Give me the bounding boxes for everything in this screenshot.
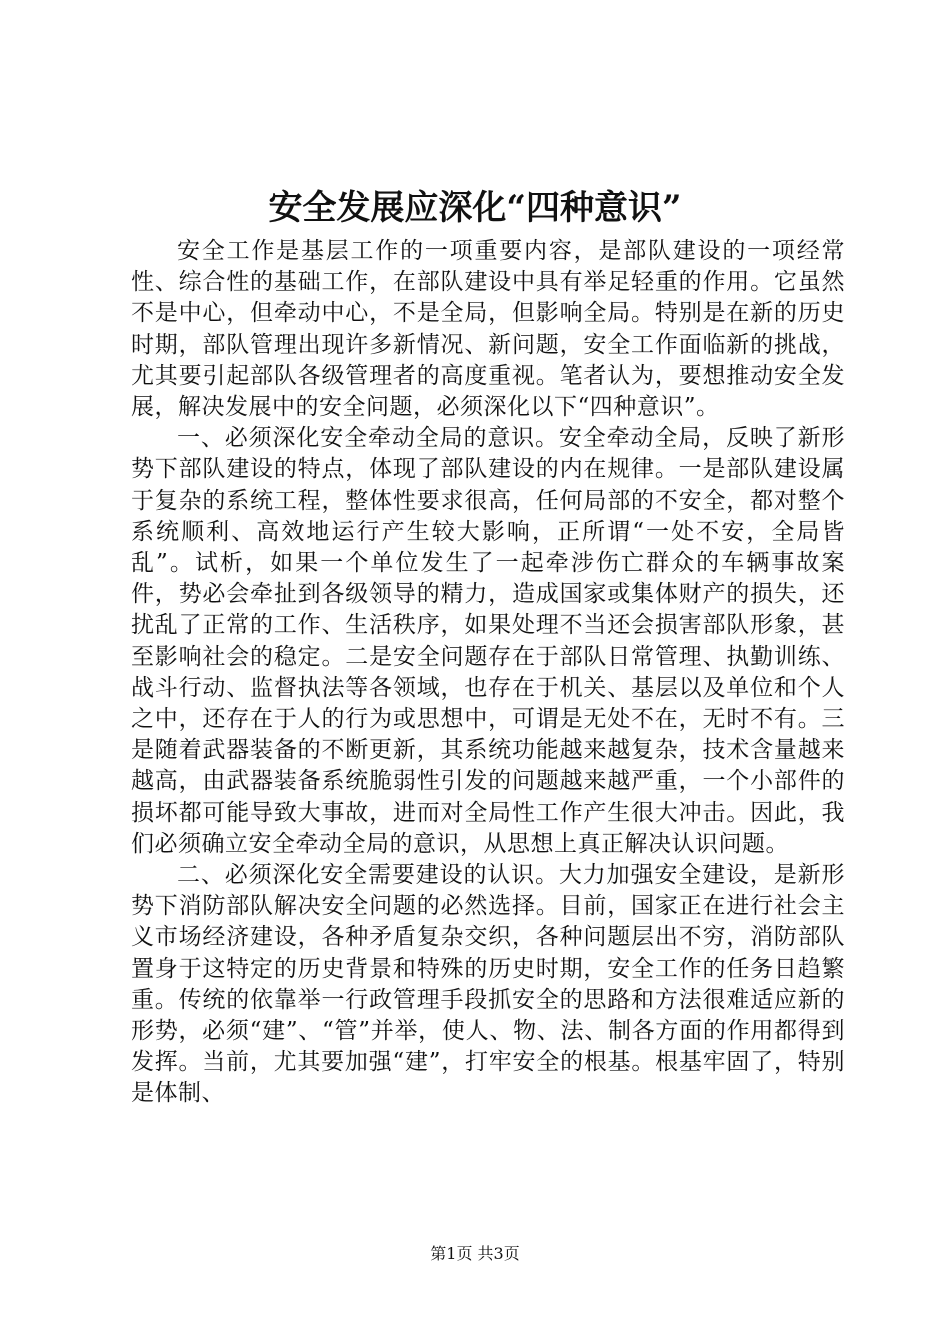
page-number-footer: 第1页 共3页 xyxy=(430,1244,520,1263)
document-body xyxy=(131,236,845,1110)
paragraph-intro: 安全工作是基层工作的一项重要内容，是部队建设的一项经常性、综合性的基础工作，在部队建设中具有举足轻重的作用。它虽然不是中心，但牵动中心，不是全局，但影响全局。特别是在新的历史时期，部队管理出现许多新情况、新问题，安全工作面临新的挑战，尤其要引起部队各级管理者的高度重视。笔者认为，要想推动安全发展，解决发展中的安全问题，必须深化以下“四种意识”。 xyxy=(131,238,845,421)
paragraph-section-1: 一、必须深化安全牵动全局的意识。安全牵动全局，反映了新形势下部队建设的特点，体现了部队建设的内在规律。一是部队建设属于复杂的系统工程，整体性要求很高，任何局部的不安全，都对整个系统顺利、高效地运行产生较大影响，正所谓“一处不安，全局皆乱”。试析，如果一个单位发生了一起牵涉伤亡群众的车辆事故案件，势必会牵扯到各级领导的精力，造成国家或集体财产的损失，还扰乱了正常的工作、生活秩序，如果处理不当还会损害部队形象，甚至影响社会的稳定。二是安全问题存在于部队日常管理、执勤训练、战斗行动、监督执法等各领域，也存在于机关、基层以及单位和个人之中，还存在于人的行为或思想中，可谓是无处不在，无时不有。三是随着武器装备的不断更新，其系统功能越来越复杂，技术含量越来越高，由武器装备系统脆弱性引发的问题越来越严重，一个小部件的损坏都可能导致大事故，进而对全局性工作产生很大冲击。因此，我们必须确立安全牵动全局的意识，从思想上真正解决认识问题。 xyxy=(131,425,845,857)
document-title: 安全发展应深化“四种意识” xyxy=(268,188,682,228)
paragraph-section-2: 二、必须深化安全需要建设的认识。大力加强安全建设，是新形势下消防部队解决安全问题的必然选择。目前，国家正在进行社会主义市场经济建设，各种矛盾复杂交织，各种问题层出不穷，消防部队置身于这特定的历史背景和特殊的历史时期，安全工作的任务日趋繁重。传统的依靠举一行政管理手段抓安全的思路和方法很难适应新的形势，必须“建”、“管”并举，使人、物、法、制各方面的作用都得到发挥。当前，尤其要加强“建”，打牢安全的根基。根基牢固了，特别是体制、 xyxy=(131,862,845,1107)
